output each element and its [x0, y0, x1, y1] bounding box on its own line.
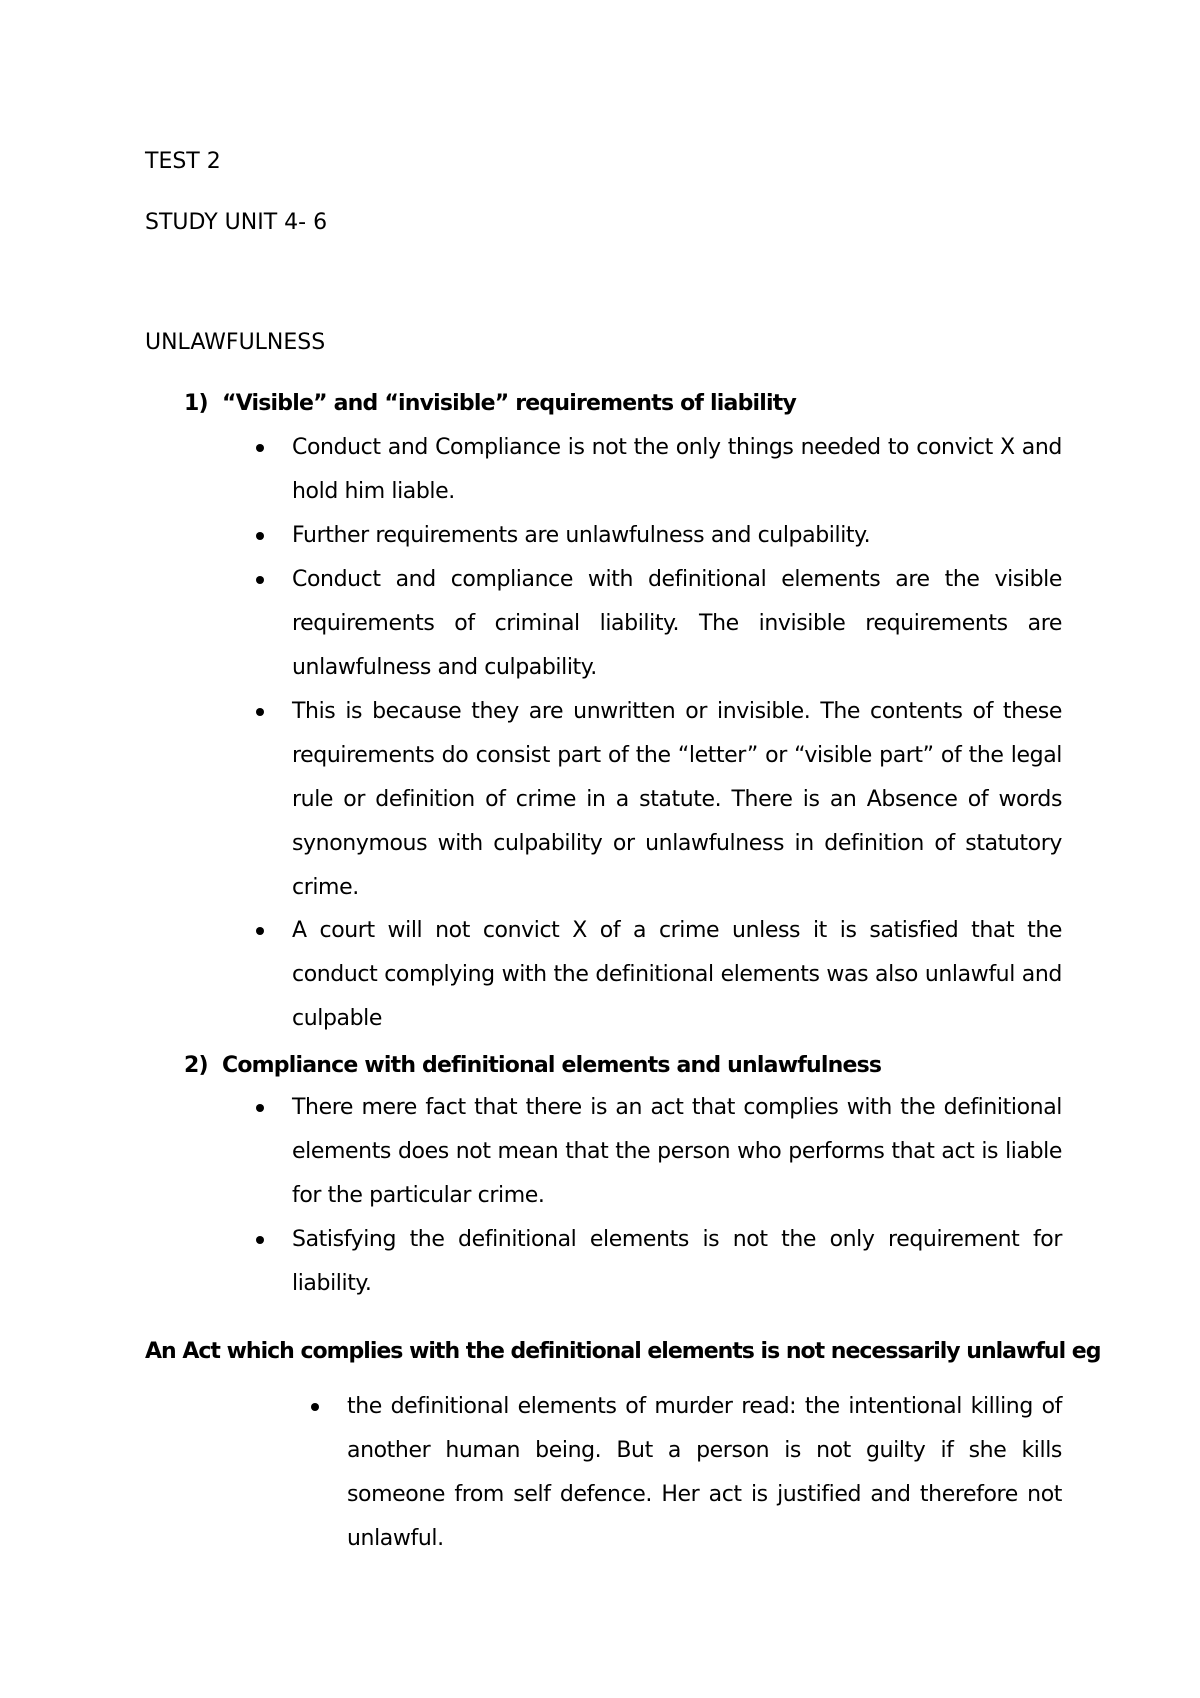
bullet-dot: [311, 1403, 319, 1411]
test-title: TEST 2: [145, 149, 221, 174]
bullet-dot: [256, 532, 264, 540]
section2-bullet-1: There mere fact that there is an act that complies with the definitional elements does not mean that the person who performs that act is liable for the particular crime.: [292, 1095, 1062, 1208]
bullet-dot: [256, 1104, 264, 1112]
section1-bullet-4: This is because they are unwritten or invisible. The contents of these requirements do consist part of the “letter” or “visible part” of the legal rule or definition of crime in a statute. There is an Absence of words synonymous with culpability or unlawfulness in definition of statutory crime.: [292, 699, 1062, 900]
section2-title: Compliance with definitional elements and unlawfulness: [222, 1053, 882, 1078]
study-unit-label: STUDY UNIT 4- 6: [145, 210, 328, 235]
bullet-dot: [256, 576, 264, 584]
section1-title: “Visible” and “invisible” requirements of liability: [222, 391, 796, 416]
bullet-dot: [256, 1236, 264, 1244]
key-statement: An Act which complies with the definitional elements is not necessarily unlawful eg: [145, 1339, 1101, 1364]
section1-bullet-1: Conduct and Compliance is not the only things needed to convict X and hold him liable.: [292, 435, 1062, 504]
section1-number: 1): [184, 391, 208, 416]
section1-bullet-5: A court will not convict X of a crime unless it is satisfied that the conduct complying with the definitional elements was also unlawful and culpable: [292, 918, 1062, 1031]
section1-bullet-3: Conduct and compliance with definitional elements are the visible requirements of criminal liability. The invisible requirements are unlawfulness and culpability.: [292, 567, 1062, 680]
section2-number: 2): [184, 1053, 208, 1078]
section1-bullet-2: Further requirements are unlawfulness and culpability.: [292, 523, 871, 548]
section2-bullet-2: Satisfying the definitional elements is not the only requirement for liability.: [292, 1227, 1062, 1296]
bullet-dot: [256, 927, 264, 935]
bullet-dot: [256, 708, 264, 716]
example-bullet-1: the definitional elements of murder read: the intentional killing of another human being. But a person is not guilty if she kills someone from self defence. Her act is justified and therefore not unlawful.: [347, 1394, 1062, 1551]
topic-heading: UNLAWFULNESS: [145, 330, 326, 355]
bullet-dot: [256, 444, 264, 452]
